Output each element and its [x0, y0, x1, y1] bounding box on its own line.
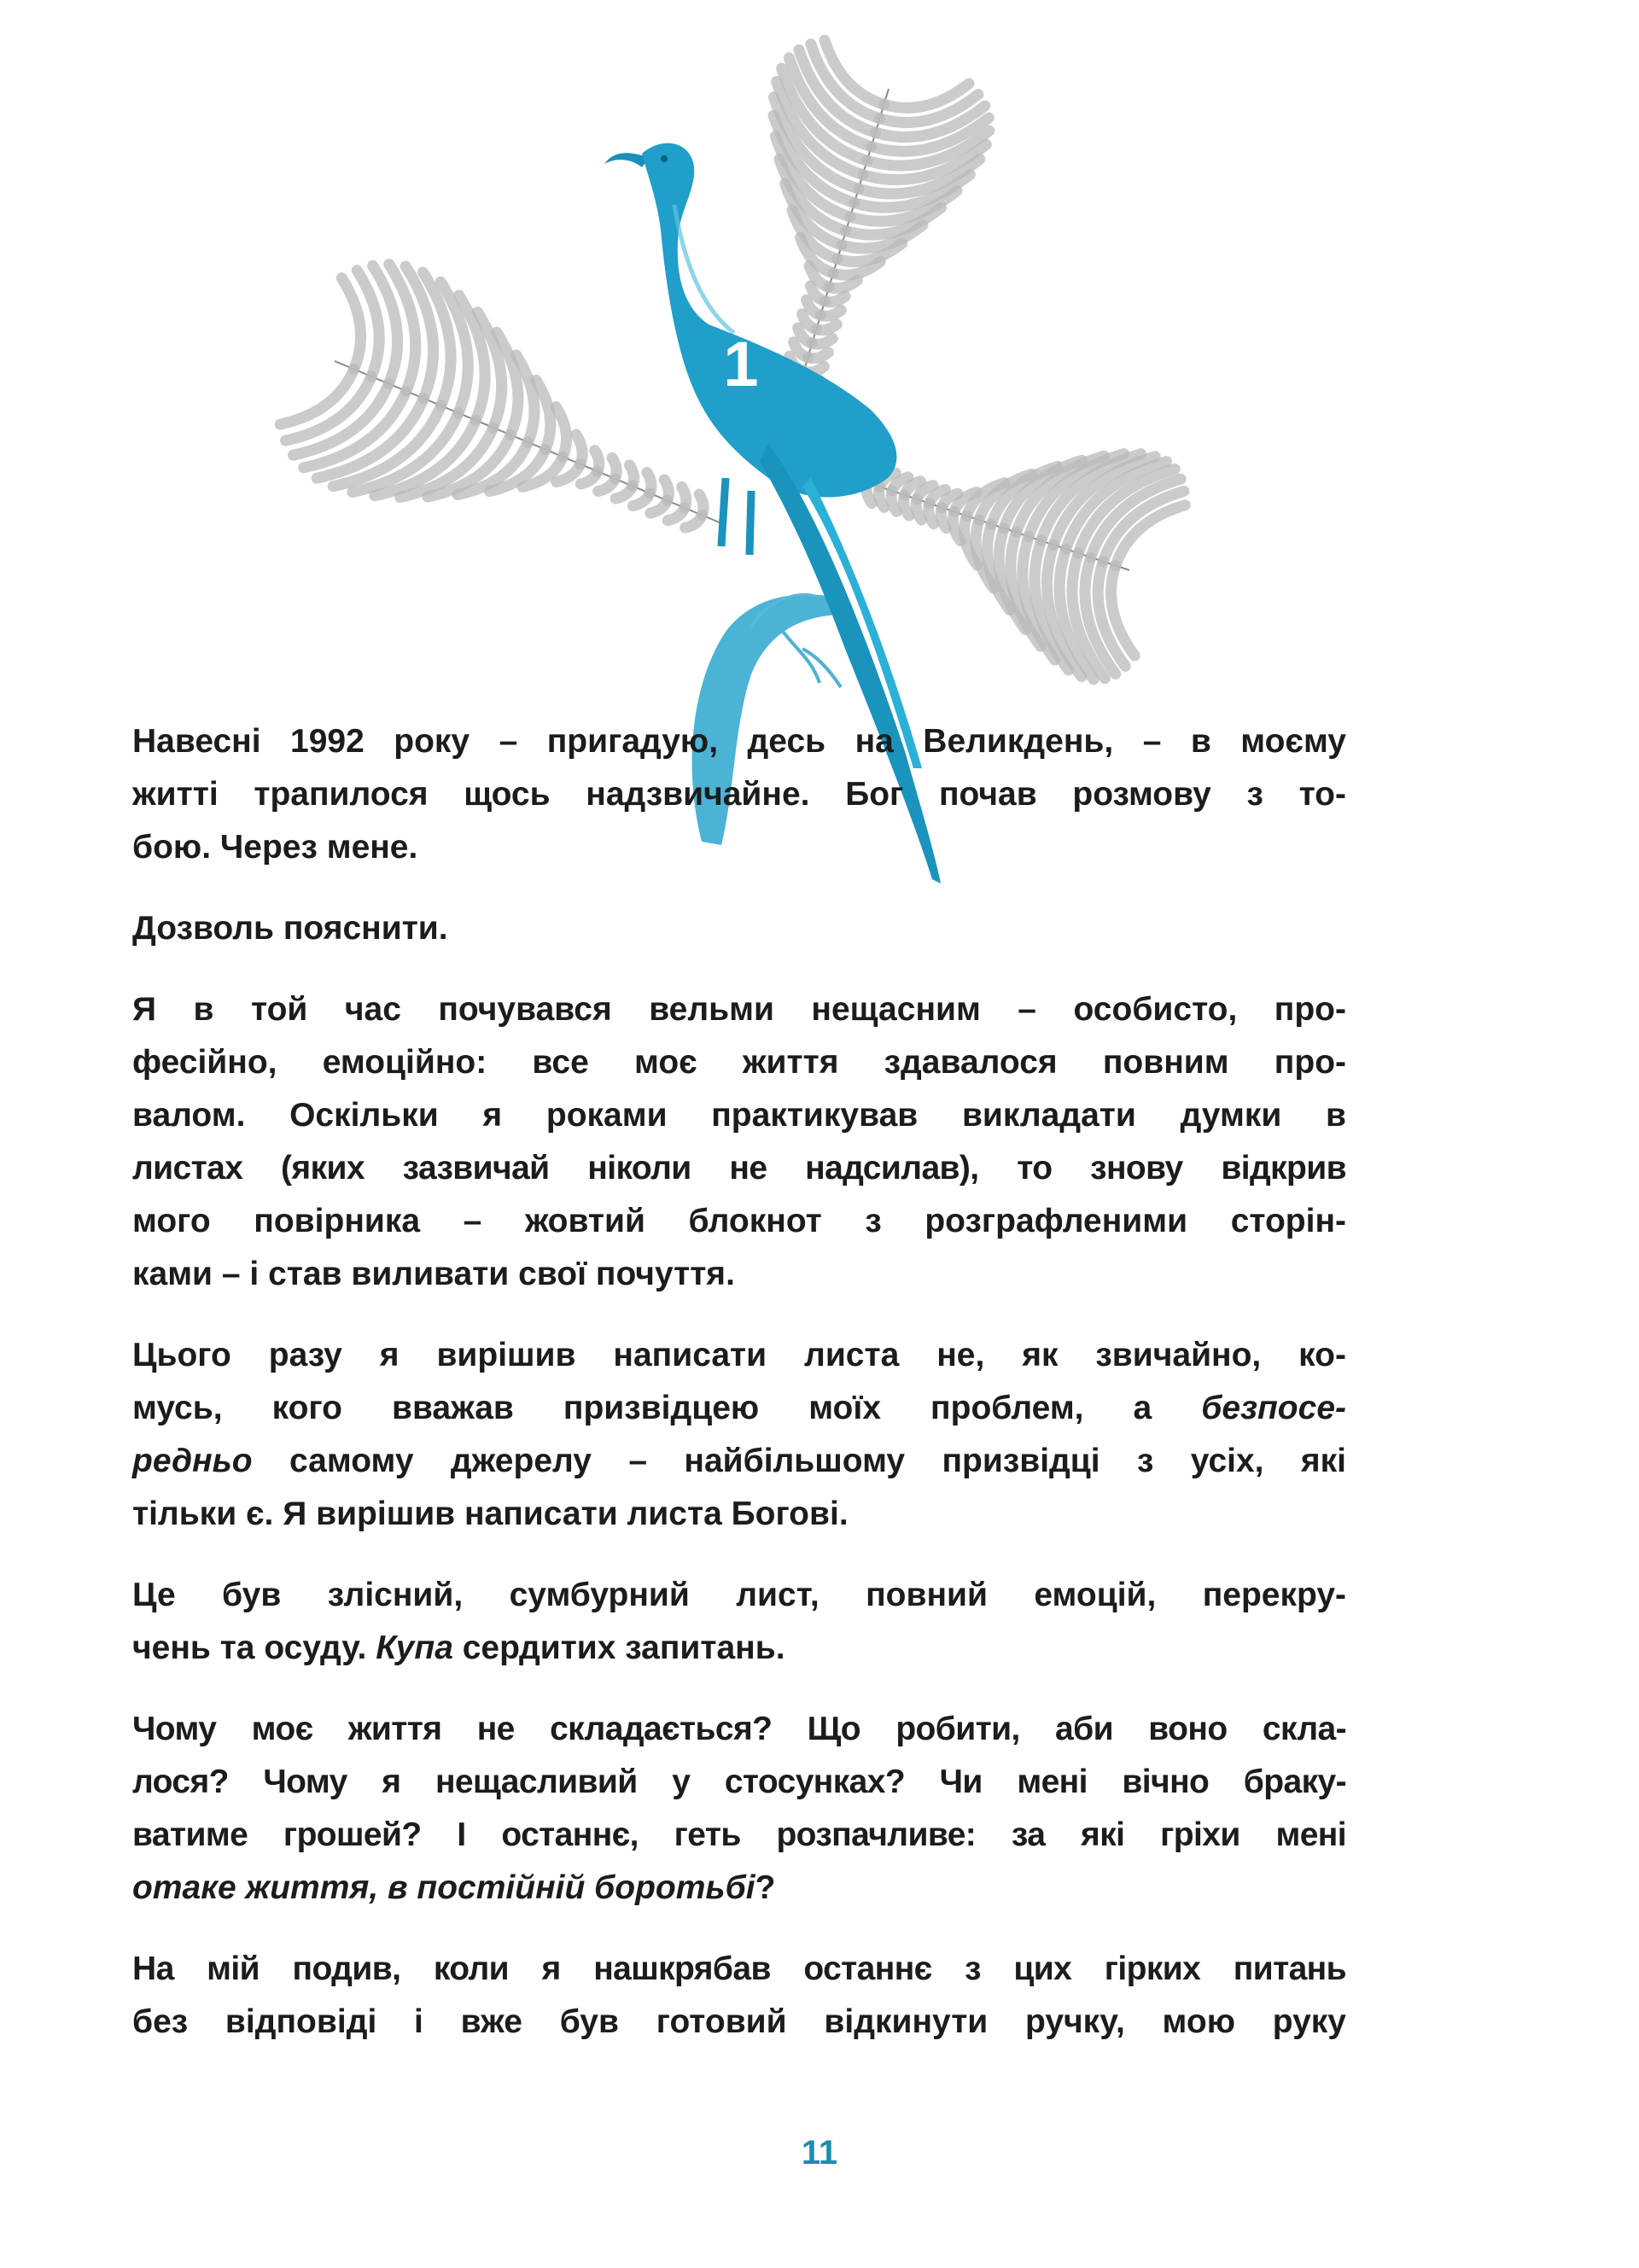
text-segment: сердитих запитань.: [452, 1630, 785, 1666]
body-text: [132, 715, 1346, 2077]
text-line: Я в той час почувався вельми нещасним – особисто, про-: [132, 991, 1346, 1028]
paragraph: [132, 1569, 1346, 1675]
frond-leaflet: [682, 487, 686, 508]
text-line: Це був злісний, сумбурний лист, повний емоцій, перекру-: [132, 1577, 1346, 1613]
frond-leaflet: [941, 508, 946, 528]
text-line: фесійно, емоційно: все моє життя здавалося повним про-: [132, 1044, 1346, 1081]
italic-emphasis: отаке життя, в постійній боротьбі: [132, 1869, 755, 1906]
frond-leaflet: [595, 451, 599, 471]
frond-leaflet: [1116, 505, 1185, 566]
frond-leaflet: [556, 407, 566, 457]
italic-emphasis: редньо: [132, 1443, 253, 1479]
text-line: Дозволь пояснити.: [132, 910, 448, 947]
frond-leaflet: [878, 487, 884, 507]
text-line: житті трапилося щось надзвичайне. Бог почав розмову з то-: [132, 776, 1346, 813]
paragraph: [132, 1703, 1346, 1915]
paragraph: [132, 715, 1346, 874]
text-line: [132, 1435, 1346, 1488]
text-line: На мій подив, коли я нашкрябав останнє з цих гірких питань: [132, 1950, 1346, 1987]
frond-leaflet: [808, 353, 828, 359]
text-line: лося? Чому я нещасливий у стосунках? Чи мені вічно браку-: [132, 1764, 1346, 1800]
text-line: ватиме грошей? І останнє, геть розпачливе: за які гріхи мені: [132, 1816, 1346, 1853]
paragraph: [132, 1943, 1346, 2049]
frond-leaflet: [576, 434, 582, 464]
text-line: ками – і став виливати свої почуття.: [132, 1256, 735, 1292]
page-number: 11: [801, 2134, 838, 2172]
frond-leaflet: [341, 278, 360, 370]
paragraph: [132, 983, 1346, 1301]
text-line: [132, 1622, 1346, 1675]
frond-leaflet: [816, 324, 837, 330]
text-line: тільки є. Я вирішив написати листа Богові.: [132, 1495, 849, 1532]
text-line: валом. Оскільки я роками практикував викладати думки в: [132, 1097, 1346, 1134]
chapter-number: 1: [723, 329, 759, 399]
text-segment: ?: [755, 1869, 776, 1906]
frond-leaflet: [904, 495, 909, 516]
italic-emphasis: Купа: [376, 1630, 453, 1666]
text-line: Цього разу я вирішив написати листа не, як звичайно, ко-: [132, 1337, 1346, 1373]
text-segment: мусь, кого вважав призвідцею моїх проблем, а: [132, 1390, 1202, 1426]
frond-leaflet: [820, 310, 841, 316]
frond-leaflet: [891, 491, 896, 511]
text-line: [132, 1862, 1346, 1915]
frond-leaflet: [825, 296, 845, 302]
frond-leaflet: [612, 458, 616, 478]
text-line: листах (яких зазвичай ніколи не надсилав), то знову відкрив: [132, 1150, 1346, 1186]
text-line: Навесні 1992 року – пригадую, десь на Великдень, – в моєму: [132, 723, 1346, 760]
text-line: Чому моє життя не складається? Що робити, аби воно скла-: [132, 1711, 1346, 1747]
text-line: [132, 1382, 1346, 1435]
frond-leaflet: [699, 494, 703, 515]
text-line: без відповіді і вже був готовий відкинути ручку, мою руку: [132, 2003, 1346, 2040]
text-line: бою. Через мене.: [132, 829, 418, 866]
frond-leaflet: [829, 280, 857, 288]
frond-leaflet: [929, 504, 934, 524]
text-line: мого повірника – жовтий блокнот з розграфленими сторін-: [132, 1203, 1346, 1239]
frond-leaflet: [916, 499, 921, 520]
text-segment: самому джерелу – найбільшому призвідці з усіх, які: [252, 1443, 1346, 1479]
paragraph: [132, 1329, 1346, 1541]
paragraph: [132, 902, 1346, 955]
italic-emphasis: безпосе-: [1201, 1390, 1346, 1426]
text-segment: чень та осуду.: [132, 1630, 376, 1666]
frond-leaflet: [812, 338, 832, 344]
frond-leaflet: [630, 465, 634, 486]
frond-leaflet: [664, 480, 668, 500]
frond-leaflet: [647, 472, 651, 493]
